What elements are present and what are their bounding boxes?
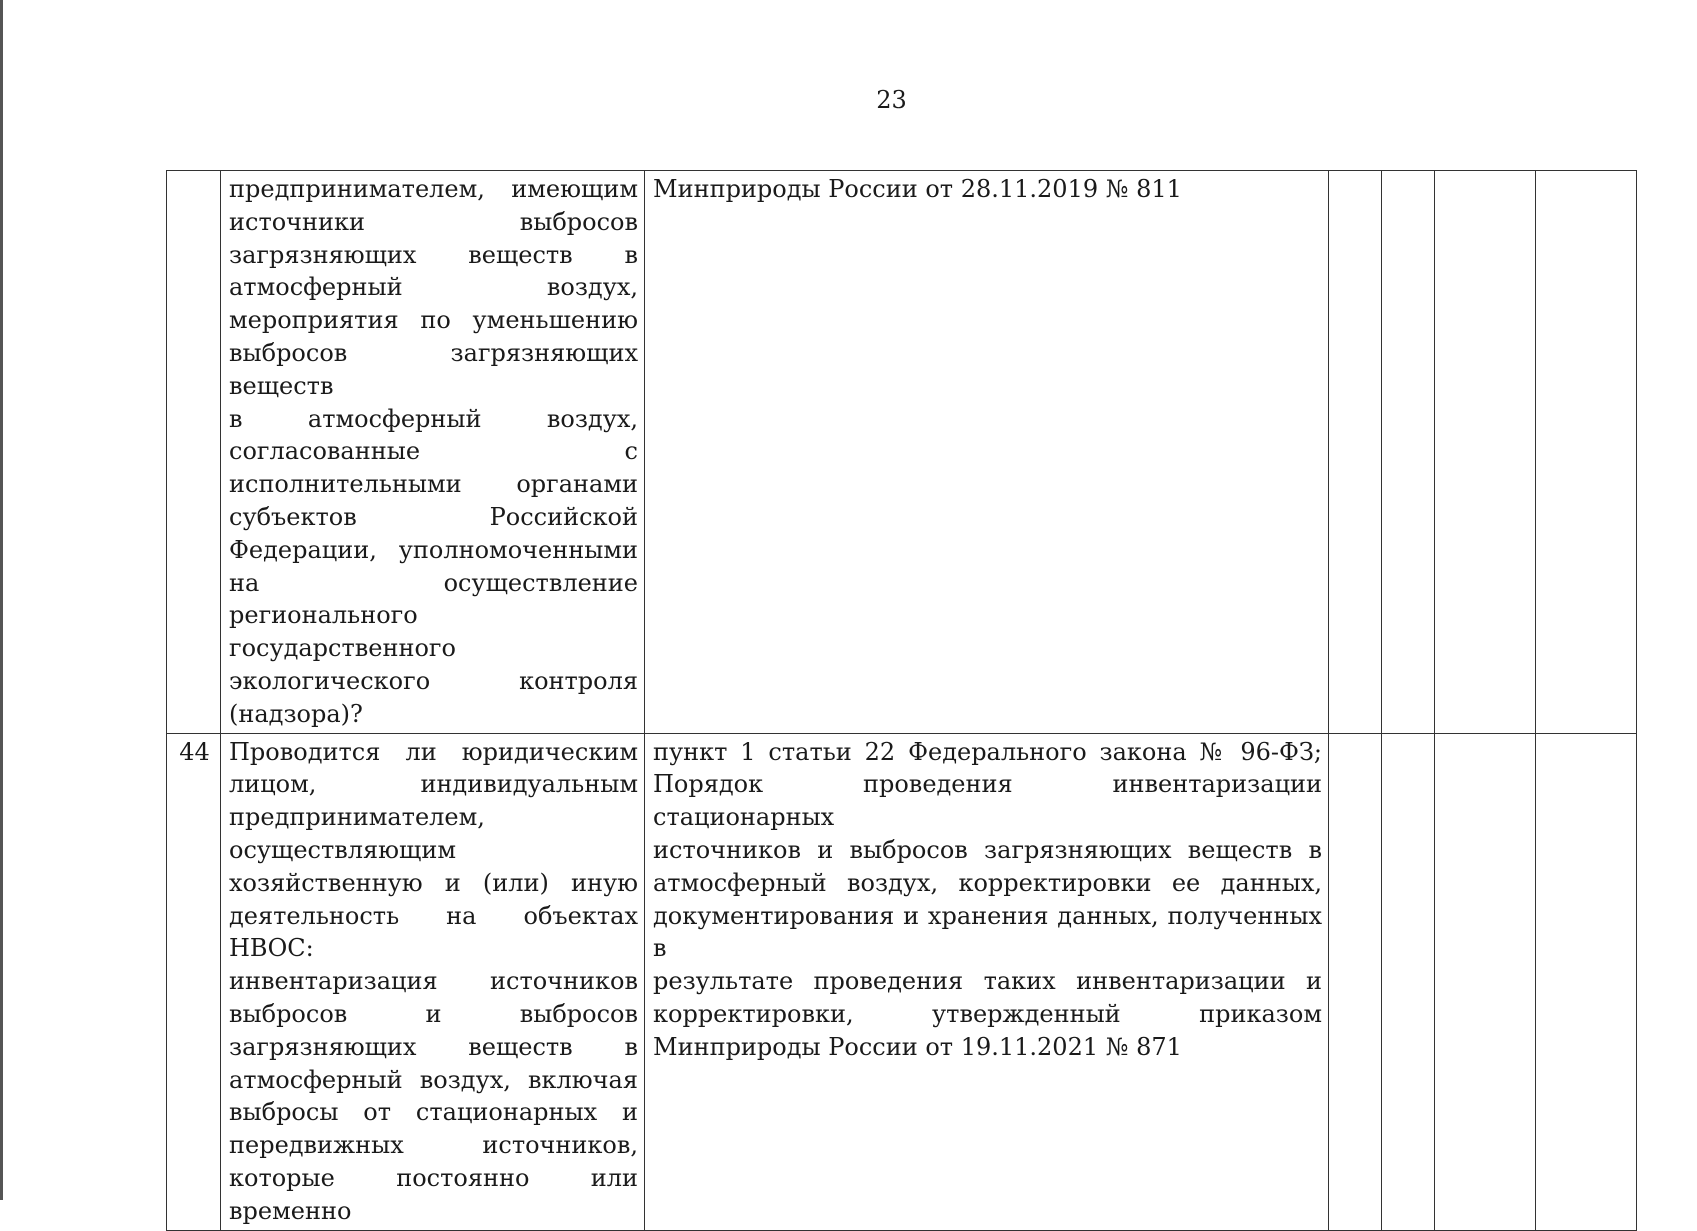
legal-basis-line: корректировки, утвержденный приказом [653, 999, 1322, 1028]
not-applicable-cell [1435, 171, 1536, 734]
legal-basis-line: Порядок проведения инвентаризации стационарных [653, 770, 1322, 832]
legal-basis-text [653, 173, 1322, 206]
legal-basis-line: пункт 1 статьи 22 Федерального закона № 96-ФЗ; [653, 737, 1322, 766]
legal-basis-text [653, 736, 1322, 1064]
question-line: выбросов и выбросов [229, 999, 638, 1028]
question-line: субъектов Российской [229, 502, 638, 531]
question-cell [221, 171, 645, 734]
not-applicable-cell [1435, 733, 1536, 1230]
question-line: загрязняющих веществ в [229, 240, 638, 269]
legal-basis-cell [645, 171, 1329, 734]
question-line: предпринимателем, имеющим [229, 175, 638, 203]
question-text [229, 736, 638, 1228]
note-cell [1536, 733, 1637, 1230]
question-line: атмосферный воздух, [229, 273, 638, 302]
legal-basis-line: источников и выбросов загрязняющих веществ в [653, 835, 1322, 864]
question-line: атмосферный воздух, включая [229, 1065, 638, 1094]
legal-basis-line: атмосферный воздух, корректировки ее данных, [653, 868, 1322, 897]
question-line: деятельность на объектах НВОС: [229, 901, 638, 963]
question-line: экологического контроля [229, 666, 638, 695]
question-line: Проводится ли юридическим [229, 737, 638, 766]
legal-basis-line: документирования и хранения данных, полученных в [653, 901, 1322, 963]
question-line: исполнительными органами [229, 470, 638, 499]
question-line: на осуществление регионального [229, 568, 638, 630]
table-row [167, 733, 1637, 1230]
question-line: выбросов загрязняющих веществ [229, 338, 638, 400]
question-line: выбросы от стационарных и [229, 1098, 638, 1127]
table-row [167, 171, 1637, 734]
question-line: согласованные с [229, 437, 638, 466]
question-text [229, 173, 638, 731]
page-number: 23 [876, 86, 907, 114]
question-line: хозяйственную и (или) иную [229, 868, 638, 897]
question-line: в атмосферный воздух, [229, 404, 638, 433]
question-line: мероприятия по уменьшению [229, 306, 638, 335]
answer-no-cell [1382, 171, 1435, 734]
question-line: Федерации, уполномоченными [229, 535, 638, 564]
legal-basis-cell [645, 733, 1329, 1230]
answer-yes-cell [1329, 733, 1382, 1230]
question-line: источники выбросов [229, 207, 638, 236]
note-cell [1536, 171, 1637, 734]
question-line: передвижных источников, [229, 1131, 638, 1160]
question-line: государственного [229, 634, 456, 663]
question-line: инвентаризация источников [229, 967, 638, 996]
row-number [167, 171, 221, 734]
question-line: (надзора)? [229, 699, 363, 728]
answer-no-cell [1382, 733, 1435, 1230]
question-cell [221, 733, 645, 1230]
legal-basis-line: Минприроды России от 19.11.2021 № 871 [653, 1032, 1182, 1061]
answer-yes-cell [1329, 171, 1382, 734]
question-line: которые постоянно или временно [229, 1163, 638, 1225]
question-line: осуществляющим [229, 835, 457, 864]
question-line: загрязняющих веществ в [229, 1032, 638, 1061]
question-line: предпринимателем, [229, 803, 485, 832]
row-number: 44 [167, 733, 221, 1230]
legal-basis-line: результате проведения таких инвентаризации и [653, 967, 1322, 996]
scan-edge [0, 0, 3, 1200]
legal-basis-line: Минприроды России от 28.11.2019 № 811 [653, 175, 1182, 203]
requirements-table [166, 170, 1637, 1231]
question-line: лицом, индивидуальным [229, 770, 638, 799]
